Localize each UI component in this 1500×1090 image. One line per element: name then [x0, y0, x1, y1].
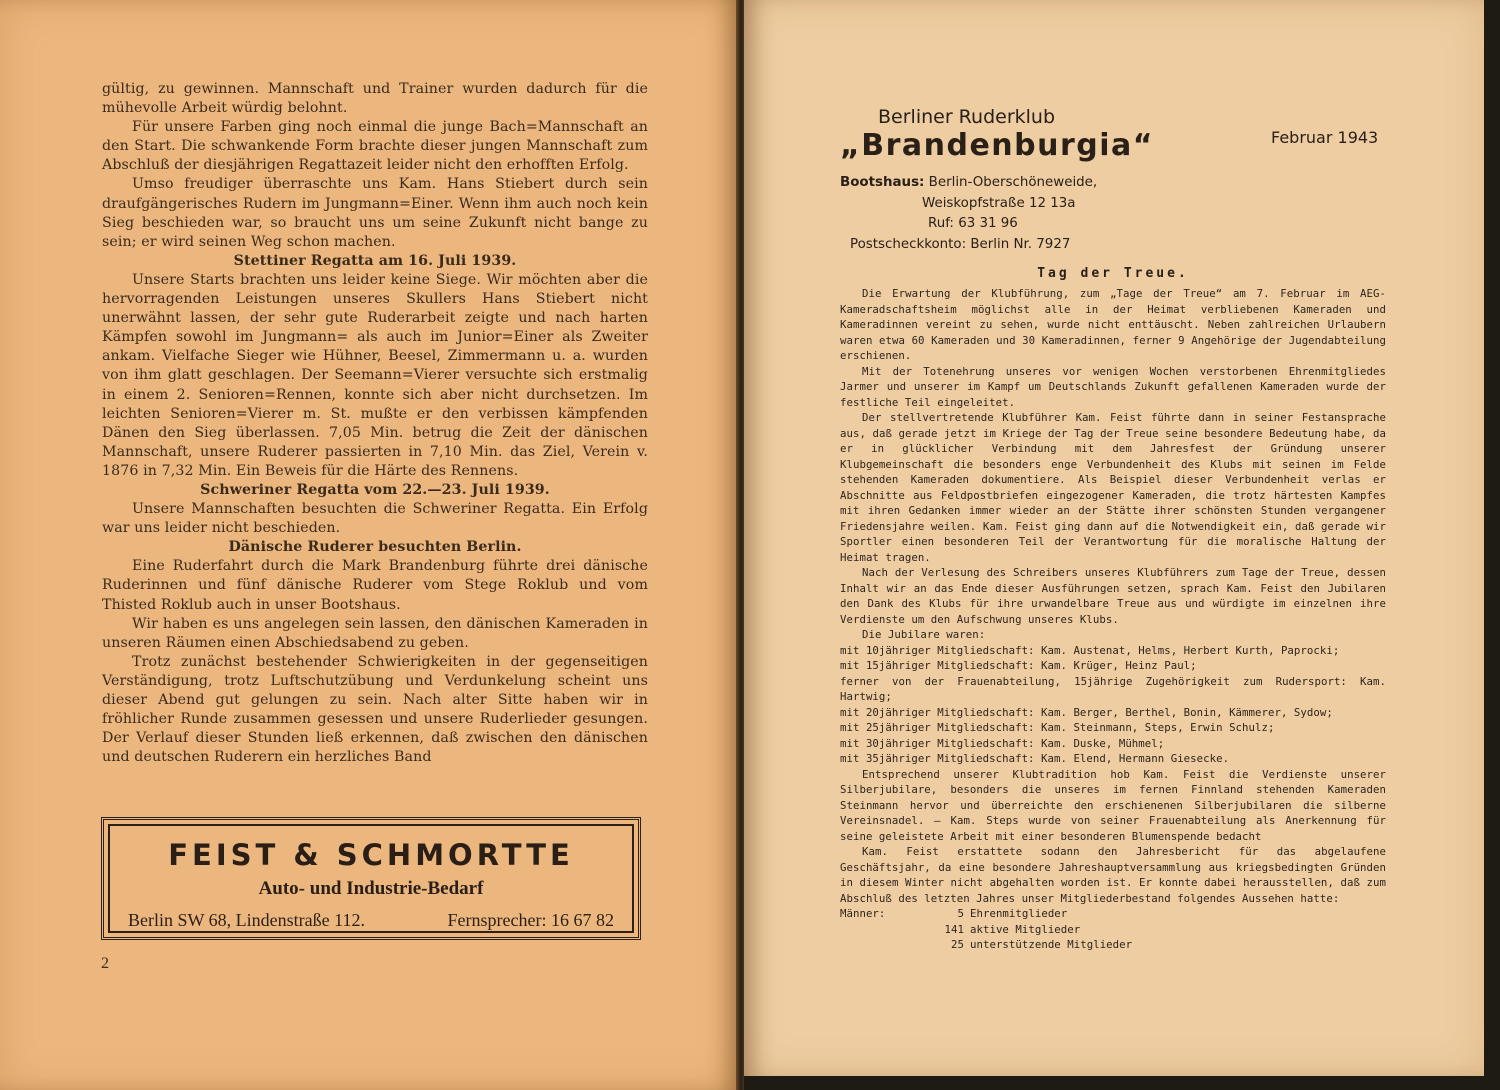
stats-category: unterstützende Mitglieder [970, 938, 1133, 951]
paragraph: Die Jubilare waren: [862, 628, 986, 641]
section-heading: Dänische Ruderer besuchten Berlin. [228, 539, 522, 556]
stats-spacer [840, 922, 930, 938]
paragraph: Eine Ruderfahrt durch die Mark Brandenburg führte drei dänische Ruderinnen und fünf dänische Ruderer vom Stege Roklub und vom Thisted Roklub auch in unser Bootshaus. [102, 558, 648, 613]
club-name: „Brandenburgia“ [840, 128, 1155, 163]
address-line2: Weiskopfstraße 12 13a [922, 195, 1076, 211]
paragraph: Der stellvertretende Klubführer Kam. Feist führte dann in seiner Festansprache aus, daß gerade jetzt im Kriege der Tag der Treue seine besondere Bedeutung habe, da er in glücklicher Verbindung mit dem Jahresfest der Gründung unserer Klubgemeinschaft die besonders enge Verbundenheit des Klubs mit seinen im Felde stehenden Kameraden dokumentiere. Als Beispiel dieser Verbundenheit verlas er Abschnitte aus Feldpostbriefen eingezogener Kameraden, die trotz härtesten Kampfes mit ihren Gedanken immer wieder an der Stätte ihrer schönsten Stunden vergangener Friedensjahre weilen. Kam. Feist ging dann auf die Notwendigkeit ein, daß gerade wir Sportler einen besonderen Teil der Verantwortung für die moralische Haltung der Heimat tragen. [840, 411, 1386, 564]
stats-label: Männer: [840, 907, 886, 920]
ad-address: Berlin SW 68, Lindenstraße 112. [128, 910, 365, 930]
jubilar-entry: mit 30jähriger Mitgliedschaft: Kam. Duske, Mühmel; [840, 736, 1165, 750]
stats-row [840, 937, 1386, 953]
stats-category: Ehrenmitglieder [970, 907, 1068, 920]
jubilar-entry: mit 10jähriger Mitgliedschaft: Kam. Austenat, Helms, Herbert Kurth, Paprocki; [840, 643, 1340, 657]
club-subtitle: Berliner Ruderklub [878, 106, 1056, 128]
paragraph: Kam. Feist erstattete sodann den Jahresbericht für das abgelaufene Geschäftsjahr, da eine besondere Jahreshauptversammlung aus kriegsbedingten Gründen in diesem Winter nicht abgehalten worden ist. Er konnte dabei herausstellen, daß zum Abschluß des letzten Jahres unser Mitgliederbestand folgendes Aussehen hatte: [840, 845, 1386, 905]
paragraph: Nach der Verlesung des Schreibers unseres Klubführers zum Tage der Treue, dessen Inhalt wir an das Ende dieser Ausführungen setzen, sprach Kam. Feist den Jubilaren den Dank des Klubs für ihre urwandelbare Treue aus und würdigte im einzelnen ihre Verdienste um den Aufschwung unseres Klubs. [840, 566, 1386, 626]
paragraph: Unsere Starts brachten uns leider keine Siege. Wir möchten aber die hervorragenden Leistungen unseres Skullers Hans Stiebert nicht unerwähnt lassen, der sehr gute Ruderarbeit zeigte und nach harten Kämpfen sowohl im Jungmann= als auch im Junior=Einer als Zweiter ankam. Vielfache Sieger wie Hühner, Beesel, Zimmermann u. a. wurden von ihm glatt geschlagen. Der Seemann=Vierer versuchte sich erstmalig in einem 2. Senioren=Rennen, konnte sich aber nicht durchsetzen. Im leichten Senioren=Vierer m. St. mußte er den verbissen kämpfenden Dänen den Sieg überlassen. 7,05 Min. betrug die Zeit der dänischen Mannschaft, unsere Ruderer passierten in 7,10 Min. das Ziel, Verein v. 1876 in 7,32 Min. Ein Beweis für die Härte des Rennens. [102, 271, 648, 479]
paragraph: Mit der Totenehrung unseres vor wenigen Wochen verstorbenen Ehrenmitgliedes Jarmer und unserer im Kampf um Deutschlands Zukunft gefallenen Kameraden wurde der festliche Teil eingeleitet. [840, 364, 1386, 409]
jubilar-entry: mit 35jähriger Mitgliedschaft: Kam. Elend, Hermann Giesecke. [840, 752, 1230, 765]
advertisement-inner-frame [108, 824, 634, 933]
jubilar-entry: mit 25jähriger Mitgliedschaft: Kam. Steinmann, Steps, Erwin Schulz; [840, 721, 1275, 734]
paragraph: Entsprechend unserer Klubtradition hob Kam. Feist die Verdienste unserer Silberjubilare, besonders die unseres im fernen Finnland stehenden Kameraden Steinmann hervor und überreichte den erschienenen Silberjubilaren die silberne Vereinsnadel. — Kam. Steps wurde von seiner Frauenabteilung als Anerkennung für seine geleistete Arbeit mit einer besonderen Blumenspende bedacht [840, 767, 1386, 843]
address-line1: Berlin-Oberschöneweide, [928, 175, 1098, 190]
jubilar-entry: mit 20jähriger Mitgliedschaft: Kam. Berger, Berthel, Bonin, Kämmerer, Sydow; [840, 705, 1333, 719]
issue-date: Februar 1943 [1271, 128, 1379, 147]
jubilar-entry: ferner von der Frauenabteilung, 15jährige Zugehörigkeit zum Rudersport: Kam. Hartwig; [840, 674, 1386, 703]
stats-category: aktive Mitglieder [970, 922, 1081, 936]
paragraph: Trotz zunächst bestehender Schwierigkeiten in der gegenseitigen Verständigung, trotz Luftschutzübung und Verdunkelung scheint uns dieser Abend gut gelungen zu sein. Nach alter Sitte haben wir in fröhlicher Runde zusammen gesessen und unsere Ruderlieder gesungen. Der Verlauf dieser Stunden ließ erkennen, daß zwischen den dänischen und deutschen Ruderern ein herzliches Band [102, 653, 648, 766]
paragraph: Die Erwartung der Klubführung, zum „Tage der Treue“ am 7. Februar im AEG-Kameradschaftsheim möglichst alle in der Heimat verbliebenen Kameraden und Kameradinnen vereint zu sehen, wurde nicht enttäuscht. Neben zahlreichen Urlaubern waren etwa 60 Kameraden und 30 Kameradinnen, ferner 9 Angehörige der Jugendabteilung erschienen. [840, 287, 1386, 362]
ad-subtitle: Auto- und Industrie-Bedarf [258, 878, 484, 899]
page-bottom-edge [744, 1076, 1500, 1090]
advertisement [101, 817, 641, 940]
ad-company-name: FEIST & SCHMORTTE [168, 838, 574, 872]
address-postal-account: Postscheckkonto: Berlin Nr. 7927 [850, 236, 1071, 252]
address-label: Bootshaus: [840, 175, 925, 190]
paragraph: Für unsere Farben ging noch einmal die junge Bach=Mannschaft an den Start. Die schwankende Form brachte dieser jungen Mannschaft zum Abschluß der diesjährigen Regattazeit leider nicht den erhofften Erfolg. [102, 119, 648, 174]
stats-row [840, 922, 1386, 938]
paragraph: Unsere Mannschaften besuchten die Schweriner Regatta. Ein Erfolg war uns leider nicht beschieden. [102, 501, 648, 537]
stats-count: 25 [951, 938, 964, 951]
club-address [840, 173, 1097, 255]
stats-count: 5 [957, 907, 964, 920]
paragraph: Wir haben es uns angelegen sein lassen, den dänischen Kameraden in unseren Räumen einen Abschiedsabend zu geben. [102, 615, 648, 651]
address-row-boathouse [840, 173, 1097, 194]
right-article [840, 286, 1386, 953]
section-heading: Stettiner Regatta am 16. Juli 1939. [233, 252, 517, 269]
stats-spacer [840, 937, 930, 953]
section-title: Tag der Treue. [1037, 266, 1189, 281]
membership-stats [840, 906, 1386, 953]
section-heading: Schweriner Regatta vom 22.—23. Juli 1939. [200, 481, 550, 498]
stats-row [840, 906, 1386, 922]
address-phone: Ruf: 63 31 96 [928, 216, 1018, 231]
page-number: 2 [101, 955, 109, 972]
paragraph: gültig, zu gewinnen. Mannschaft und Trainer wurden dadurch für die mühevolle Arbeit würdig belohnt. [102, 81, 648, 117]
ad-phone: Fernsprecher: 16 67 82 [447, 910, 614, 930]
stats-count: 141 [944, 922, 964, 936]
jubilar-entry: mit 15jähriger Mitgliedschaft: Kam. Krüger, Heinz Paul; [840, 659, 1197, 672]
paragraph: Umso freudiger überraschte uns Kam. Hans Stiebert durch sein draufgängerisches Rudern im Jungmann=Einer. Wenn ihm auch noch kein Sieg beschieden war, so braucht uns um seine Zukunft nicht bange zu sein; er wird seinen Weg schon machen. [102, 176, 648, 250]
left-page [0, 0, 738, 1090]
left-article [102, 80, 648, 767]
